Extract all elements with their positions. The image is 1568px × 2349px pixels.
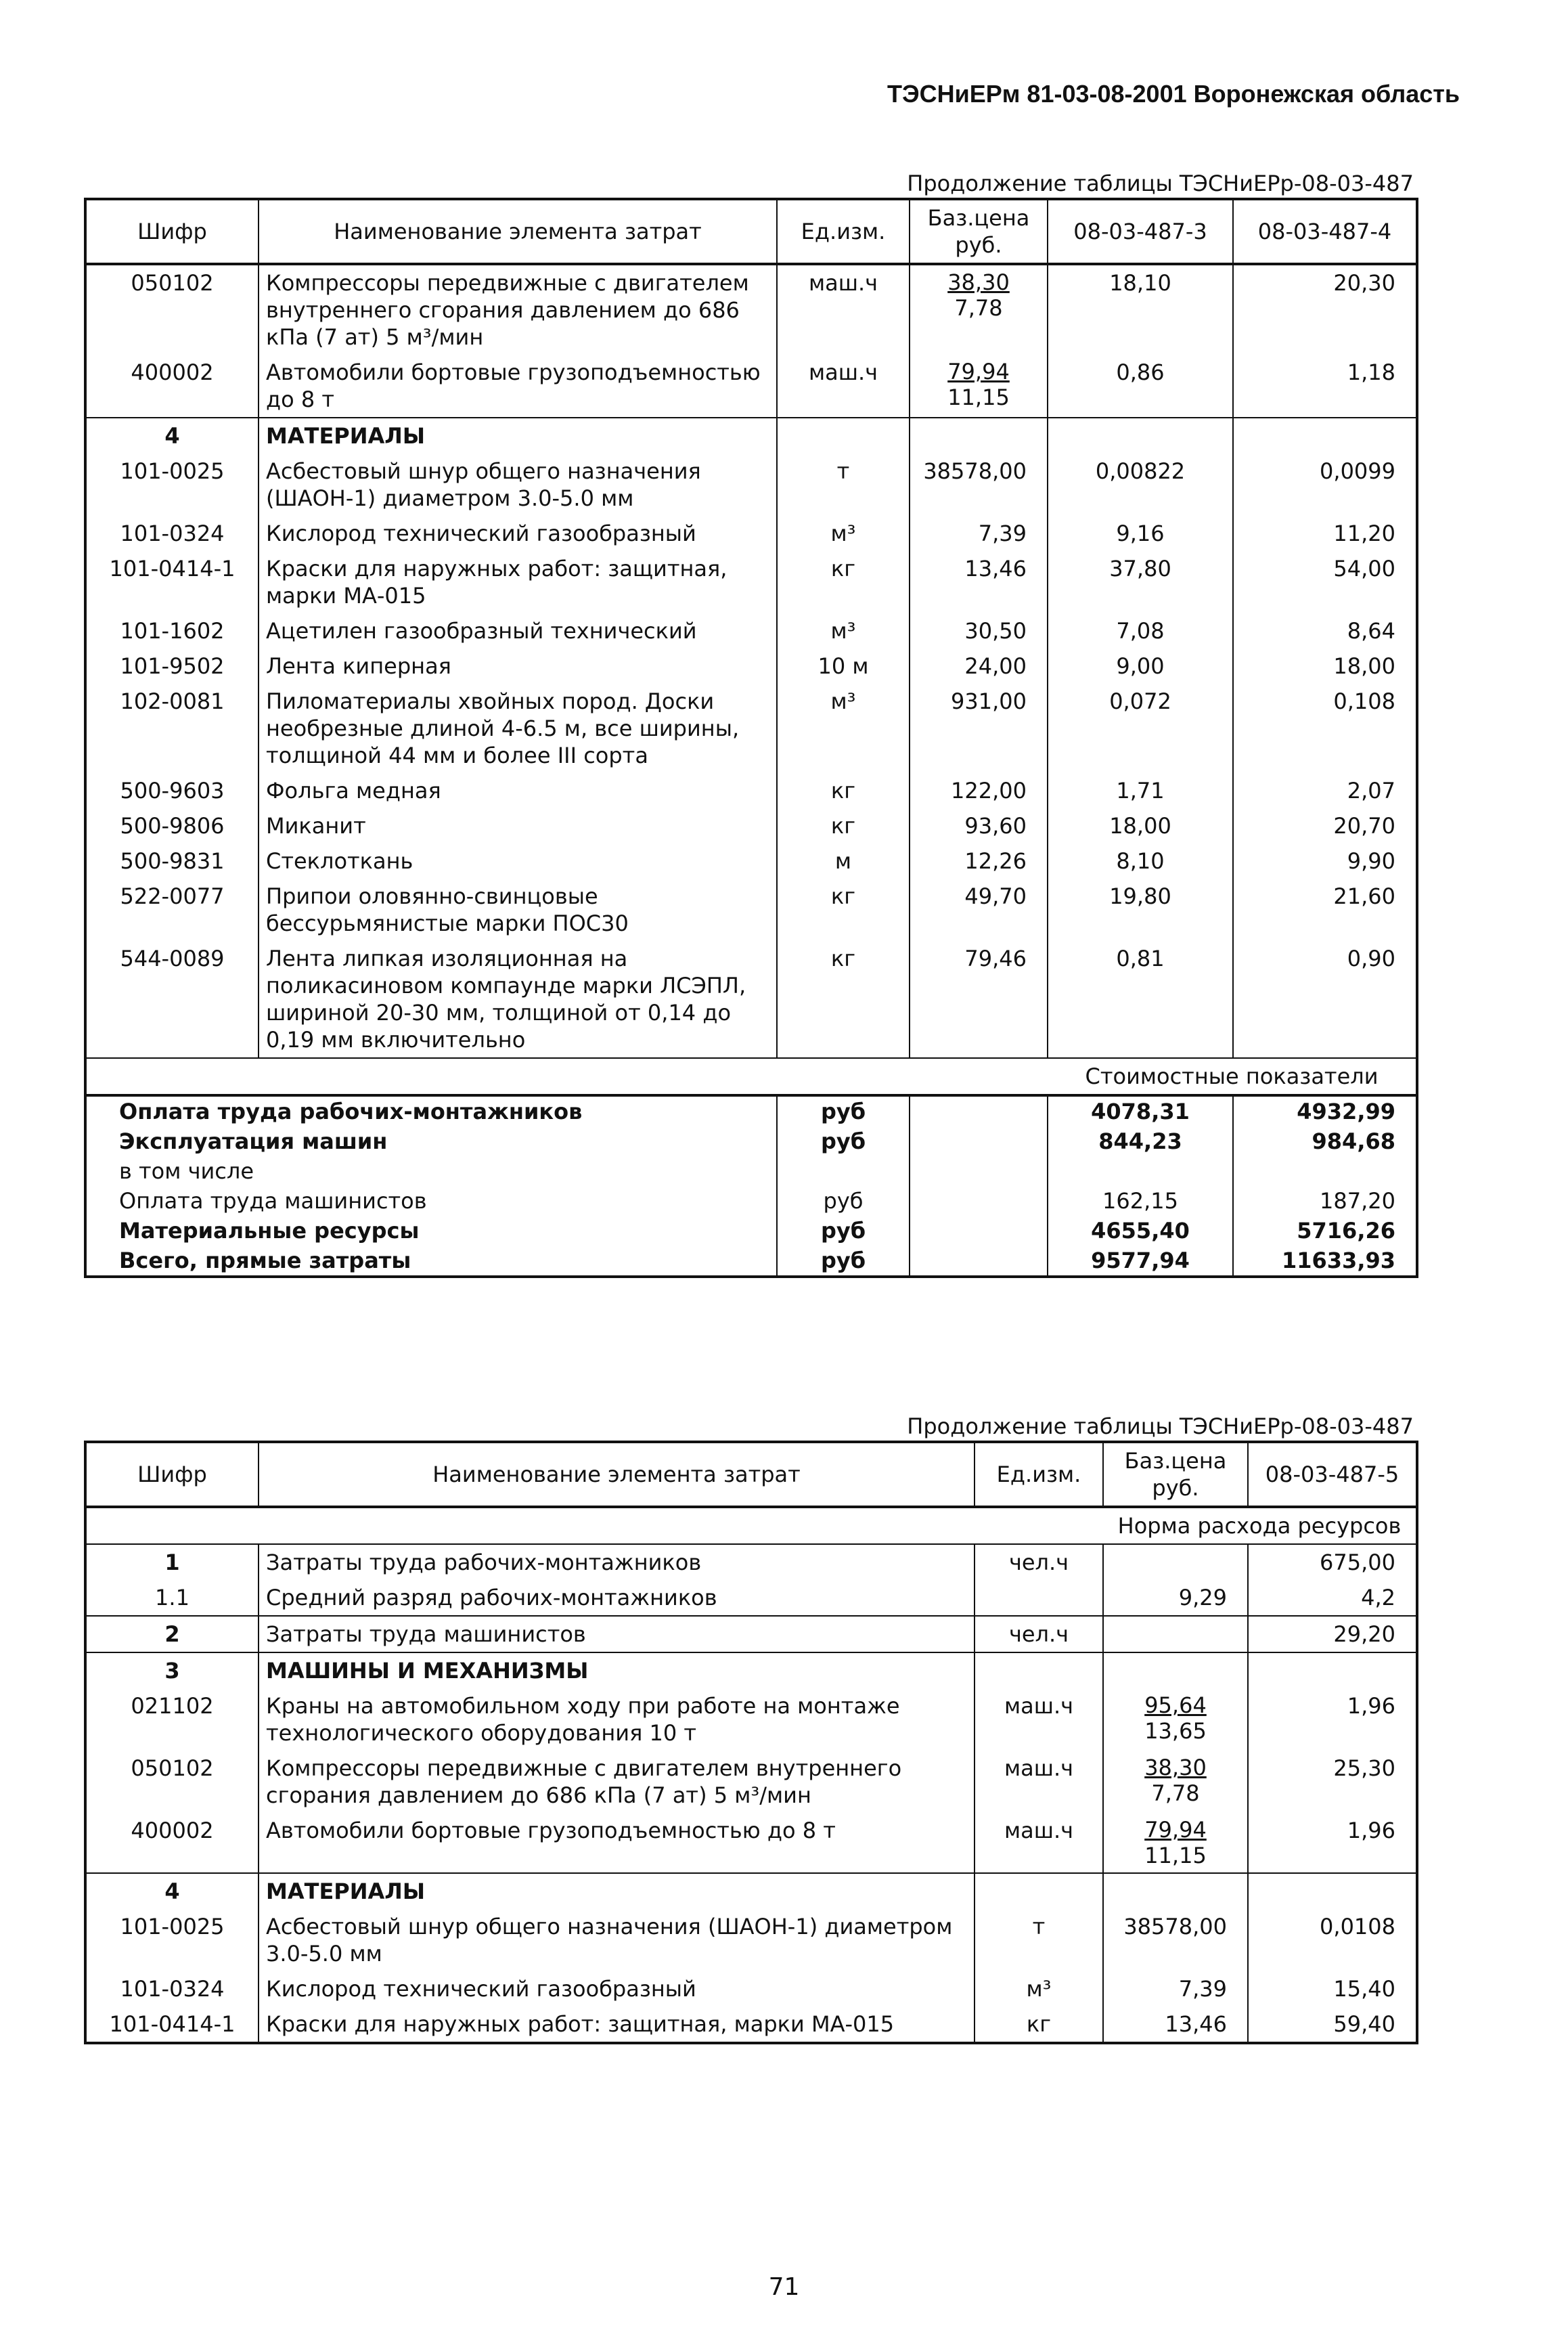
summary-unit: руб [820,1248,866,1273]
row-value-487-4: 21,60 [1233,879,1417,941]
table-header-row [85,199,1417,264]
summary-row [85,1126,1417,1156]
col-487-4-header: 08-03-487-4 [1233,199,1417,264]
section-row-machines [85,1652,1417,1688]
table-row [85,1751,1417,1813]
table-row [85,773,1417,808]
row-value-487-4: 8,64 [1233,613,1417,649]
col-code-header: Шифр [85,199,259,264]
row-unit: кг [777,551,910,613]
row-value-487-3: 8,10 [1048,843,1233,879]
section-title: МАТЕРИАЛЫ [259,418,777,454]
row-unit: маш.ч [975,1813,1103,1873]
table-row [85,1688,1417,1751]
row-value-487-3: 18,00 [1048,808,1233,843]
row-code: 050102 [85,264,259,355]
empty-cell [975,1873,1103,1909]
cost-indicators-title: Стоимостные показатели [1048,1058,1417,1095]
summary-value-487-3: 4655,40 [1048,1216,1233,1246]
col-price-header: Баз.цена руб. [910,199,1048,264]
row-price: 7,39 [1103,1971,1248,2006]
row-price: 7,39 [910,516,1048,551]
empty-cell [1248,1652,1417,1688]
summary-label: Оплата труда машинистов [85,1186,777,1216]
empty-cell [910,1126,1048,1156]
row-name: Компрессоры передвижные с двигателем внутреннего сгорания давлением до 686 кПа (7 ат) 5 м³/мин [259,1751,975,1813]
col-name-header: Наименование элемента затрат [259,199,777,264]
row-unit: маш.ч [777,264,910,355]
row-value-487-4: 2,07 [1233,773,1417,808]
row-unit: чел.ч [975,1616,1103,1652]
row-value-487-5: 1,96 [1248,1688,1417,1751]
row-name: Затраты труда машинистов [259,1616,975,1652]
row-code: 101-0324 [85,1971,259,2006]
price-wage: 11,15 [1144,1843,1207,1868]
table-row [85,808,1417,843]
price-total: 79,94 [947,359,1010,385]
resource-table-2 [84,1441,1418,2044]
row-value-487-3: 0,00822 [1048,454,1233,516]
row-name: Кислород технический газообразный [259,1971,975,2006]
table-row [85,1580,1417,1616]
row-price: 79,46 [910,941,1048,1058]
summary-value-487-3 [1048,1156,1233,1186]
price-wage: 13,65 [1144,1718,1207,1744]
row-value-487-3: 19,80 [1048,879,1233,941]
price-total: 95,64 [1144,1692,1207,1718]
row-value-487-3: 7,08 [1048,613,1233,649]
summary-unit: руб [820,1218,866,1244]
row-price: 38578,00 [910,454,1048,516]
summary-row [85,1216,1417,1246]
row-name: Средний разряд рабочих-монтажников [259,1580,975,1616]
row-code: 500-9603 [85,773,259,808]
row-code: 050102 [85,1751,259,1813]
row-name: Ацетилен газообразный технический [259,613,777,649]
summary-value-487-4 [1233,1156,1417,1186]
summary-value-487-3: 4078,31 [1048,1095,1233,1126]
row-value-487-5: 1,96 [1248,1813,1417,1873]
price-total: 38,30 [947,269,1010,295]
price-wage: 7,78 [954,295,1003,321]
table-row [85,264,1417,355]
summary-unit: руб [820,1099,866,1124]
row-unit: м³ [777,516,910,551]
table-row [85,684,1417,773]
row-unit [975,1580,1103,1616]
row-value-487-3: 0,81 [1048,941,1233,1058]
row-value-487-5: 0,0108 [1248,1909,1417,1971]
table2-caption: Продолжение таблицы ТЭСНиЕРр-08-03-487 [907,1413,1414,1439]
table-row [85,843,1417,879]
row-value-487-4: 18,00 [1233,649,1417,684]
row-price [1103,1544,1248,1580]
summary-row [85,1186,1417,1216]
row-price [1103,1616,1248,1652]
row-price [910,264,1048,355]
row-unit: т [975,1909,1103,1971]
row-price: 24,00 [910,649,1048,684]
row-value-487-5: 4,2 [1248,1580,1417,1616]
row-value-487-5: 15,40 [1248,1971,1417,2006]
col-unit-header: Ед.изм. [777,199,910,264]
summary-row [85,1095,1417,1126]
row-unit: кг [777,773,910,808]
table-row [85,454,1417,516]
section-row-materials [85,1873,1417,1909]
row-price: 13,46 [1103,2006,1248,2043]
row-value-487-3: 9,00 [1048,649,1233,684]
empty-cell [910,1156,1048,1186]
summary-label: Эксплуатация машин [85,1126,777,1156]
row-price: 93,60 [910,808,1048,843]
row-name: Пиломатериалы хвойных пород. Доски необрезные длиной 4-6.5 м, все ширины, толщиной 44 мм и более III сорта [259,684,777,773]
summary-unit: руб [820,1128,866,1154]
col-code-header: Шифр [85,1442,259,1507]
empty-cell [1103,1873,1248,1909]
row-code: 101-0324 [85,516,259,551]
summary-unit: руб [823,1188,864,1214]
row-price: 122,00 [910,773,1048,808]
row-value-487-3: 37,80 [1048,551,1233,613]
row-value-487-3: 18,10 [1048,264,1233,355]
summary-value-487-4: 11633,93 [1281,1248,1395,1273]
row-value-487-4: 11,20 [1233,516,1417,551]
row-value-487-4: 20,30 [1233,264,1417,355]
table-row [85,2006,1417,2043]
price-total: 79,94 [1144,1817,1207,1843]
summary-label: в том числе [85,1156,777,1186]
row-name: Асбестовый шнур общего назначения (ШАОН-1) диаметром 3.0-5.0 мм [259,454,777,516]
summary-label: Оплата труда рабочих-монтажников [85,1095,777,1126]
row-name: Лента липкая изоляционная на поликасиновом компаунде марки ЛСЭПЛ, шириной 20-30 мм, толщиной от 0,14 до 0,19 мм включительно [259,941,777,1058]
table-row [85,1813,1417,1873]
empty-cell [1103,1652,1248,1688]
row-value-487-4: 9,90 [1233,843,1417,879]
row-name: Краны на автомобильном ходу при работе на монтаже технологического оборудования 10 т [259,1688,975,1751]
row-value-487-3: 9,16 [1048,516,1233,551]
row-code: 101-1602 [85,613,259,649]
table-row [85,879,1417,941]
row-value-487-3: 0,86 [1048,355,1233,418]
row-price [1103,1813,1248,1873]
row-unit: маш.ч [975,1688,1103,1751]
summary-value-487-4: 4932,99 [1297,1099,1395,1124]
row-name: Автомобили бортовые грузоподъемностью до 8 т [259,355,777,418]
empty-cell [1048,418,1233,454]
summary-row [85,1246,1417,1277]
row-value-487-4: 0,90 [1233,941,1417,1058]
row-unit: кг [777,879,910,941]
empty-cell [910,1095,1048,1126]
row-price [910,355,1048,418]
norm-title: Норма расхода ресурсов [1103,1507,1417,1544]
table-row [85,1909,1417,1971]
summary-value-487-4: 5716,26 [1297,1218,1395,1244]
row-value-487-4: 1,18 [1233,355,1417,418]
row-code: 544-0089 [85,941,259,1058]
price-total: 38,30 [1144,1755,1207,1780]
row-code: 500-9831 [85,843,259,879]
summary-label: Всего, прямые затраты [85,1246,777,1277]
row-name: Асбестовый шнур общего назначения (ШАОН-1) диаметром 3.0-5.0 мм [259,1909,975,1971]
row-name: Стеклоткань [259,843,777,879]
price-wage: 7,78 [1151,1780,1200,1806]
row-unit: м³ [975,1971,1103,2006]
row-unit: чел.ч [975,1544,1103,1580]
section-code: 4 [85,418,259,454]
row-price: 49,70 [910,879,1048,941]
empty-cell [975,1652,1103,1688]
summary-label: Материальные ресурсы [85,1216,777,1246]
row-code: 101-0025 [85,454,259,516]
section-code: 4 [85,1873,259,1909]
empty-cell [910,418,1048,454]
row-code: 101-0414-1 [85,551,259,613]
row-code: 101-0414-1 [85,2006,259,2043]
row-name: Лента киперная [259,649,777,684]
row-unit: м [777,843,910,879]
row-value-487-4: 54,00 [1233,551,1417,613]
summary-value-487-3: 844,23 [1048,1126,1233,1156]
row-price: 13,46 [910,551,1048,613]
section-code: 3 [85,1652,259,1688]
row-code: 400002 [85,355,259,418]
table-row [85,551,1417,613]
row-name: Миканит [259,808,777,843]
row-name: Припои оловянно-свинцовые бессурьмянистые марки ПОС30 [259,879,777,941]
empty-cell [777,418,910,454]
row-price: 931,00 [910,684,1048,773]
page-header: ТЭСНиЕРм 81-03-08-2001 Воронежская область [887,80,1460,108]
empty-cell [910,1246,1048,1277]
row-price: 38578,00 [1103,1909,1248,1971]
summary-value-487-3: 9577,94 [1048,1246,1233,1277]
row-unit: кг [975,2006,1103,2043]
row-price: 30,50 [910,613,1048,649]
row-code: 1.1 [85,1580,259,1616]
col-price-header: Баз.цена руб. [1103,1442,1248,1507]
table-row [85,1544,1417,1580]
table-row [85,613,1417,649]
row-name: Компрессоры передвижные с двигателем внутреннего сгорания давлением до 686 кПа (7 ат) 5 м³/мин [259,264,777,355]
table-row [85,649,1417,684]
row-code: 522-0077 [85,879,259,941]
row-price: 12,26 [910,843,1048,879]
row-unit: маш.ч [777,355,910,418]
row-value-487-3: 1,71 [1048,773,1233,808]
row-unit: м³ [777,684,910,773]
row-value-487-3: 0,072 [1048,684,1233,773]
empty-cell [910,1216,1048,1246]
empty-cell [910,1186,1048,1216]
section-title: МАШИНЫ И МЕХАНИЗМЫ [259,1652,975,1688]
table1-caption: Продолжение таблицы ТЭСНиЕРр-08-03-487 [907,171,1414,196]
col-unit-header: Ед.изм. [975,1442,1103,1507]
empty-cell [85,1058,1048,1095]
price-wage: 11,15 [947,385,1010,410]
row-price: 9,29 [1103,1580,1248,1616]
resource-table-1 [84,198,1418,1278]
row-code: 021102 [85,1688,259,1751]
row-value-487-5: 675,00 [1248,1544,1417,1580]
page-number: 71 [768,2273,800,2301]
summary-value-487-3: 162,15 [1048,1186,1233,1216]
table-row [85,516,1417,551]
summary-value-487-4: 187,20 [1320,1188,1395,1214]
table-row [85,355,1417,418]
row-name: Кислород технический газообразный [259,516,777,551]
table-row [85,1971,1417,2006]
row-unit: кг [777,941,910,1058]
section-row-materials [85,418,1417,454]
row-name: Фольга медная [259,773,777,808]
summary-row [85,1156,1417,1186]
row-unit: м³ [777,613,910,649]
section-title: МАТЕРИАЛЫ [259,1873,975,1909]
row-name: Затраты труда рабочих-монтажников [259,1544,975,1580]
row-value-487-5: 29,20 [1248,1616,1417,1652]
row-price [1103,1751,1248,1813]
table-header-row [85,1442,1417,1507]
row-code: 400002 [85,1813,259,1873]
norm-title-row [85,1507,1417,1544]
col-487-3-header: 08-03-487-3 [1048,199,1233,264]
empty-cell [1233,418,1417,454]
row-value-487-4: 0,108 [1233,684,1417,773]
table-row [85,1616,1417,1652]
row-code: 500-9806 [85,808,259,843]
row-unit: 10 м [777,649,910,684]
row-name: Краски для наружных работ: защитная, марки МА-015 [259,2006,975,2043]
summary-unit [777,1156,910,1186]
row-value-487-5: 59,40 [1248,2006,1417,2043]
row-unit: кг [777,808,910,843]
row-value-487-4: 20,70 [1233,808,1417,843]
row-code: 101-9502 [85,649,259,684]
row-code: 2 [85,1616,259,1652]
empty-cell [1248,1873,1417,1909]
empty-cell [85,1507,1103,1544]
col-name-header: Наименование элемента затрат [259,1442,975,1507]
row-name: Краски для наружных работ: защитная, марки МА-015 [259,551,777,613]
row-value-487-4: 0,0099 [1233,454,1417,516]
row-unit: маш.ч [975,1751,1103,1813]
row-unit: т [777,454,910,516]
col-487-5-header: 08-03-487-5 [1248,1442,1417,1507]
row-code: 101-0025 [85,1909,259,1971]
cost-indicators-row [85,1058,1417,1095]
row-name: Автомобили бортовые грузоподъемностью до 8 т [259,1813,975,1873]
row-code: 102-0081 [85,684,259,773]
summary-value-487-4: 984,68 [1312,1128,1395,1154]
row-value-487-5: 25,30 [1248,1751,1417,1813]
row-code: 1 [85,1544,259,1580]
row-price [1103,1688,1248,1751]
table-row [85,941,1417,1058]
